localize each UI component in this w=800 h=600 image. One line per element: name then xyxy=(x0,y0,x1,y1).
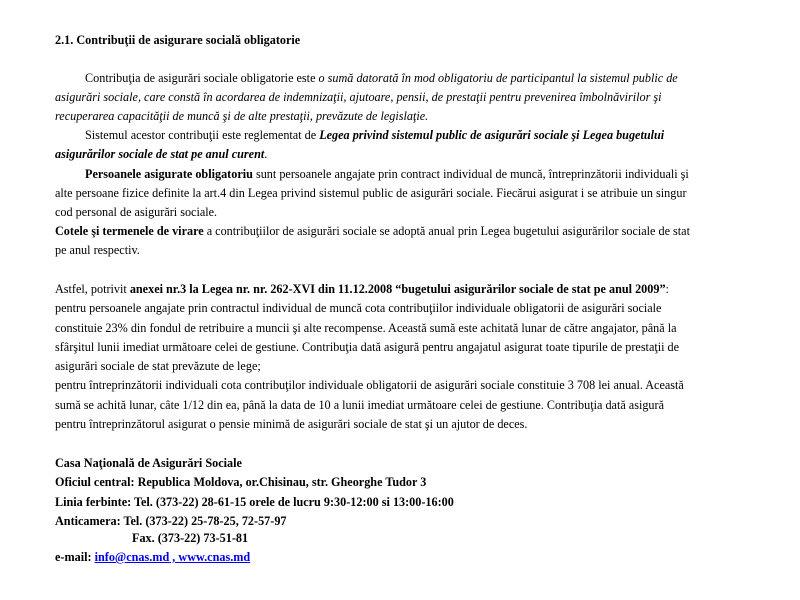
text-run: Contribuţia de asigurări sociale obligatorie este xyxy=(85,71,319,85)
paragraph-rates-line-2: pe anul respectiv. xyxy=(55,243,140,257)
website-link[interactable]: www.cnas.md xyxy=(178,550,251,564)
contact-fax: Fax. (373-22) 73-51-81 xyxy=(132,531,249,545)
contact-reception-phone: Anticamera: Tel. (373-22) 25-78-25, 72-57-97 xyxy=(55,514,287,528)
text-run: Astfel, potrivit xyxy=(55,282,130,296)
text-run: Sistemul acestor contribuţii este reglementat de xyxy=(85,128,320,142)
paragraph-annex-line-1 xyxy=(55,281,669,297)
section-heading: 2.1. Contribuţii de asigurare socială obligatorie xyxy=(55,33,301,47)
text-run-italic: o sumă datorată în mod obligatoriu de participantul la sistemul public de xyxy=(318,71,678,85)
paragraph-contribution-def-line-2: asigurări sociale, care constă în acordarea de indemnizaţii, ajutoare, pensii, de prestaţii pentru prevenirea îmbolnăvirilor şi xyxy=(55,90,662,104)
paragraph-insured-line-2: alte persoane fizice definite la art.4 din Legea privind sistemul public de asigurări sociale. Fiecărui asigurat i se atribuie un singur xyxy=(55,186,687,200)
paragraph-rates-line-1 xyxy=(55,223,690,239)
contact-org-name: Casa Naţională de Asigurări Sociale xyxy=(55,456,242,470)
paragraph-annex-line-7: sumă se achită lunar, câte 1/12 din ea, până la data de 10 a lunii imediat următoare celei de gestiune. Contribuţia dată asigură xyxy=(55,398,664,412)
paragraph-contribution-def-line-1 xyxy=(85,70,678,86)
paragraph-annex-line-3: constituie 23% din fondul de retribuire a muncii şi alte recompense. Această sumă este achitată lunar de către angajator, până la xyxy=(55,321,677,335)
paragraph-annex-line-4: sfârşitul lunii imediat următoare celei de gestiune. Contribuţia dată asigură pentru angajatul asigurat toate tipurile de prestaţii de xyxy=(55,340,680,354)
text-run: sunt persoanele angajate prin contract individual de muncă, întreprinzătorii individuali şi xyxy=(252,167,689,181)
email-label: e-mail: xyxy=(55,550,95,564)
text-run: . xyxy=(264,147,268,161)
text-run-bold: anexei nr.3 la Legea nr. nr. 262-XVI din 11.12.2008 “bugetului asigurărilor sociale de stat pe anul 2009” xyxy=(129,282,666,296)
text-run-bold: Cotele şi termenele de virare xyxy=(55,224,204,238)
paragraph-annex-line-2: pentru persoanele angajate prin contractul individual de muncă cota contribuţiilor individuale obligatorii de asigurări sociale xyxy=(55,301,662,315)
contact-hotline: Linia ferbinte: Tel. (373-22) 28-61-15 orele de lucru 9:30-12:00 si 13:00-16:00 xyxy=(55,495,454,509)
contact-office-address: Oficiul central: Republica Moldova, or.Chisinau, str. Gheorghe Tudor 3 xyxy=(55,475,427,489)
paragraph-insured-line-1 xyxy=(85,166,689,182)
paragraph-insured-line-3: cod personal de asigurări sociale. xyxy=(55,205,218,219)
text-run: a contribuţiilor de asigurări sociale se adoptă anual prin Legea bugetului asigurărilor sociale de stat xyxy=(203,224,690,238)
paragraph-annex-line-5: asigurări sociale de stat prevăzute de lege; xyxy=(55,359,261,373)
paragraph-annex-line-8: pentru întreprinzătorul asigurat o pensie minimă de asigurări sociale de stat şi un ajutor de deces. xyxy=(55,417,528,431)
email-link[interactable]: info@cnas.md xyxy=(94,550,170,564)
paragraph-system-line-1 xyxy=(85,127,664,143)
text-run: : xyxy=(665,282,669,296)
text-run-bold-italic: asigurărilor sociale de stat pe anul curent xyxy=(55,147,265,161)
link-separator: , xyxy=(169,550,179,564)
paragraph-system-line-2 xyxy=(55,146,267,162)
contact-email-line xyxy=(55,549,250,565)
text-run-bold-italic: Legea privind sistemul public de asigurări sociale şi Legea bugetului xyxy=(319,128,665,142)
text-run-bold: Persoanele asigurate obligatoriu xyxy=(85,167,253,181)
paragraph-contribution-def-line-3: recuperarea capacităţii de muncă şi de alte prestaţii, prevăzute de legislaţie. xyxy=(55,109,429,123)
paragraph-annex-line-6: pentru întreprinzătorii individuali cota contribuţilor individuale obligatorii de asigurări sociale constituie 3 708 lei anual. Această xyxy=(55,378,684,392)
